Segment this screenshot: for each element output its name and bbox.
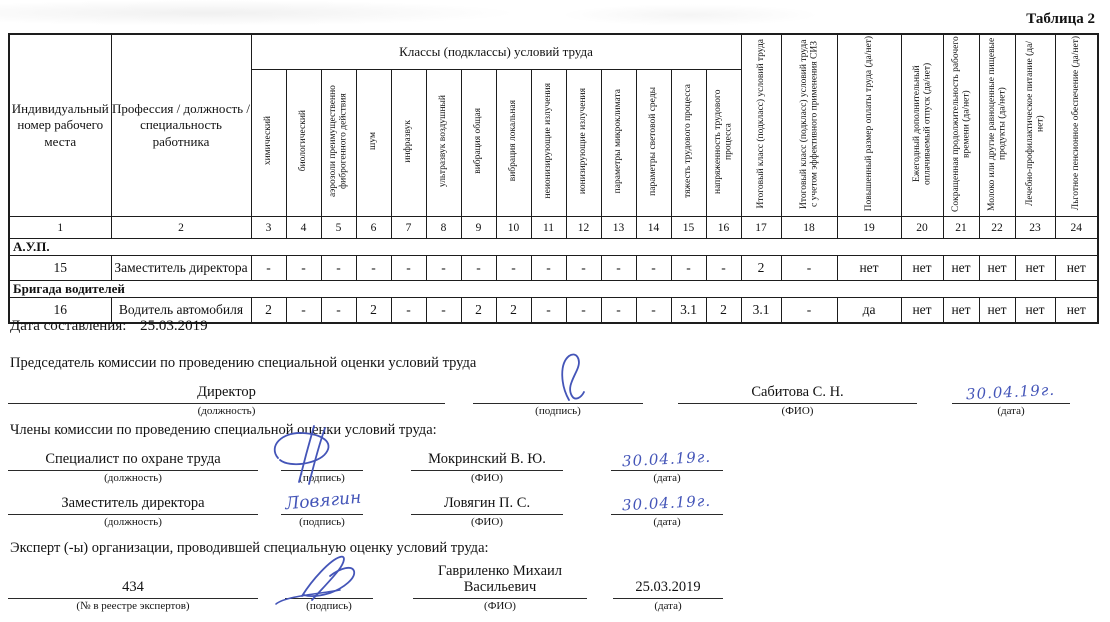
- table-cell: 2: [741, 256, 781, 281]
- member2-position-value: Заместитель директора: [8, 487, 258, 515]
- col-num: 11: [531, 217, 566, 239]
- member2-name-field: [411, 487, 563, 528]
- table-cell: -: [426, 256, 461, 281]
- table-cell: -: [321, 298, 356, 324]
- member1-signature-line: [281, 443, 363, 471]
- member1-position-field: [8, 443, 258, 484]
- section-name: Бригада водителей: [9, 281, 1098, 298]
- factor-header-text: аэрозоли преимущественно фиброгенного действия: [328, 85, 349, 197]
- table-cell: нет: [1015, 256, 1055, 281]
- compilation-date-value: 25.03.2019: [140, 318, 208, 334]
- col-group-header-classes: Классы (подклассы) условий труда: [251, 34, 741, 70]
- factor-header-text: биологический: [298, 110, 309, 172]
- chairman-name-value: Сабитова С. Н.: [678, 376, 917, 404]
- date-caption: (дата): [654, 600, 682, 612]
- expert-registry-field: [8, 571, 258, 612]
- col-num: 13: [601, 217, 636, 239]
- chairman-signature-field: [473, 376, 643, 417]
- col-header-increased-pay-text: Повышенный размер оплаты труда (да/нет): [863, 35, 874, 212]
- table-cell: -: [461, 256, 496, 281]
- table-cell: нет: [1055, 298, 1098, 324]
- name-caption: (ФИО): [484, 600, 516, 612]
- position-caption: (должность): [104, 472, 162, 484]
- table-cell: 2: [706, 298, 741, 324]
- member1-name-value: Мокринский В. Ю.: [411, 443, 563, 471]
- table-cell: -: [531, 256, 566, 281]
- member1-signature-field: [281, 443, 363, 484]
- factor-header-noise: [356, 70, 391, 217]
- table-cell: -: [781, 256, 837, 281]
- factor-header-text: ультразвук воздушный: [438, 94, 449, 188]
- date-caption: (дата): [653, 516, 681, 528]
- table-cell: -: [636, 298, 671, 324]
- factor-header-microclimate: [601, 70, 636, 217]
- table-cell: нет: [943, 256, 979, 281]
- factor-header-vibration-local: [496, 70, 531, 217]
- factor-header-vibration-general: [461, 70, 496, 217]
- col-num: 21: [943, 217, 979, 239]
- col-num: 10: [496, 217, 531, 239]
- date-caption: (дата): [653, 472, 681, 484]
- col-num: 18: [781, 217, 837, 239]
- col-num: 3: [251, 217, 286, 239]
- col-header-reduced-hours: [943, 34, 979, 217]
- table-cell: нет: [979, 298, 1015, 324]
- table-cell: -: [781, 298, 837, 324]
- section-name: А.У.П.: [9, 239, 1098, 256]
- compilation-date-label: Дата составления:: [10, 318, 127, 334]
- chairman-signature-line: [473, 376, 643, 404]
- column-numbers-row: [9, 217, 1098, 239]
- factor-header-biological: [286, 70, 321, 217]
- col-num: 15: [671, 217, 706, 239]
- table-cell: -: [356, 256, 391, 281]
- factor-header-text: шум: [368, 132, 379, 150]
- col-num: 1: [9, 217, 111, 239]
- col-num: 9: [461, 217, 496, 239]
- col-header-workplace-number: Индивидуальный номер рабочего места: [9, 34, 111, 217]
- col-header-milk-text: Молоко или другие равноценные пищевые продукты (да/нет): [986, 36, 1008, 211]
- factor-header-text: тяжесть трудового процесса: [683, 84, 694, 198]
- expert-date-value: 25.03.2019: [613, 571, 723, 599]
- table-cell: -: [496, 256, 531, 281]
- factor-header-text: вибрация локальная: [508, 100, 519, 182]
- col-num: 2: [111, 217, 251, 239]
- col-num: 8: [426, 217, 461, 239]
- factor-header-nonionizing: [531, 70, 566, 217]
- signature-caption: (подпись): [299, 516, 345, 528]
- chairman-heading: Председатель комиссии по проведению специальной оценки условий труда: [10, 355, 477, 371]
- member2-signature-ink: Ловягин: [284, 487, 363, 515]
- member2-position-field: [8, 487, 258, 528]
- member1-date-handwritten: 30.04.19г.: [621, 447, 712, 471]
- expert-date-field: [613, 571, 723, 612]
- section-row-drivers: [9, 281, 1098, 298]
- col-num: 14: [636, 217, 671, 239]
- factor-header-text: неионизирующие излучения: [543, 83, 554, 199]
- col-num: 23: [1015, 217, 1055, 239]
- scan-smudge: [0, 0, 520, 26]
- member2-date-handwritten: 30.04.19г.: [621, 491, 712, 515]
- col-header-final-class-siz: [781, 34, 837, 217]
- cell-profession: Водитель автомобиля: [111, 298, 251, 324]
- table-cell: нет: [901, 256, 943, 281]
- registry-caption: (№ в реестре экспертов): [76, 600, 190, 612]
- signature-caption: (подпись): [535, 405, 581, 417]
- table-cell: -: [706, 256, 741, 281]
- table-cell: -: [566, 298, 601, 324]
- col-header-preferential-pension-text: Льготное пенсионное обеспечение (да/нет): [1071, 36, 1082, 211]
- factor-header-text: ионизирующие излучения: [578, 87, 589, 195]
- factor-header-text: параметры световой среды: [648, 86, 659, 196]
- table-cell: нет: [1015, 298, 1055, 324]
- col-num: 12: [566, 217, 601, 239]
- col-header-extra-vacation: [901, 34, 943, 217]
- factor-header-chemical: [251, 70, 286, 217]
- factor-header-text: инфразвук: [403, 119, 414, 163]
- expert-name-field: [413, 558, 587, 612]
- expert-heading: Эксперт (-ы) организации, проводившей специальную оценку условий труда:: [10, 540, 489, 556]
- table-cell: -: [601, 298, 636, 324]
- table-cell: -: [566, 256, 601, 281]
- col-header-therapeutic-food: [1015, 34, 1055, 217]
- table-cell: 2: [251, 298, 286, 324]
- factor-header-light: [636, 70, 671, 217]
- cell-profession: Заместитель директора: [111, 256, 251, 281]
- factor-header-text: параметры микроклимата: [613, 88, 624, 194]
- member1-name-field: [411, 443, 563, 484]
- cell-workplace-number: 16: [9, 298, 111, 324]
- table-row-15: [9, 256, 1098, 281]
- name-caption: (ФИО): [471, 472, 503, 484]
- table-cell: -: [531, 298, 566, 324]
- col-header-extra-vacation-text: Ежегодный дополнительный оплачиваемый отпуск (да/нет): [911, 62, 933, 185]
- col-header-final-class: [741, 34, 781, 217]
- chairman-name-field: [678, 376, 917, 417]
- col-header-reduced-hours-text: Сокращенная продолжительность рабочего времени (да/нет): [950, 35, 972, 212]
- cell-workplace-number: 15: [9, 256, 111, 281]
- col-header-therapeutic-food-text: Лечебно-профилактическое питание (да/нет): [1024, 41, 1046, 206]
- col-header-final-class-siz-text: Итоговый класс (подкласс) условий труда с учетом эффективного применения СИЗ: [798, 38, 820, 209]
- table-cell: нет: [943, 298, 979, 324]
- table-cell: нет: [837, 256, 901, 281]
- table-cell: нет: [979, 256, 1015, 281]
- member2-name-value: Ловягин П. С.: [411, 487, 563, 515]
- chairman-position-field: [8, 376, 445, 417]
- working-conditions-table: [8, 33, 1099, 324]
- col-num: 16: [706, 217, 741, 239]
- factor-header-ionizing: [566, 70, 601, 217]
- name-caption: (ФИО): [471, 516, 503, 528]
- col-num: 7: [391, 217, 426, 239]
- expert-name-value: Гавриленко Михаил Васильевич: [413, 558, 587, 599]
- col-header-preferential-pension: [1055, 34, 1098, 217]
- factor-header-infrasound: [391, 70, 426, 217]
- name-caption: (ФИО): [781, 405, 814, 417]
- factor-header-text: напряженность трудового процесса: [713, 88, 734, 194]
- compilation-date-line: [10, 318, 208, 335]
- table-cell: -: [391, 256, 426, 281]
- members-heading: Члены комиссии по проведению специальной оценки условий труда:: [10, 422, 437, 438]
- table-cell: 2: [356, 298, 391, 324]
- table-cell: -: [286, 256, 321, 281]
- factor-header-severity: [671, 70, 706, 217]
- table-cell: нет: [901, 298, 943, 324]
- table-cell: нет: [1055, 256, 1098, 281]
- col-num: 19: [837, 217, 901, 239]
- table-cell: да: [837, 298, 901, 324]
- section-row-aup: [9, 239, 1098, 256]
- date-caption: (дата): [997, 405, 1025, 417]
- factor-header-ultrasound: [426, 70, 461, 217]
- table-cell: 3.1: [741, 298, 781, 324]
- header-row-group: [9, 34, 1098, 70]
- col-header-profession: Профессия / должность / специальность работника: [111, 34, 251, 217]
- table-cell: -: [391, 298, 426, 324]
- chairman-date-handwritten: 30.04.19г.: [965, 380, 1056, 404]
- col-num: 20: [901, 217, 943, 239]
- table-cell: -: [601, 256, 636, 281]
- col-header-increased-pay: [837, 34, 901, 217]
- factor-header-text: химический: [263, 116, 274, 166]
- table-cell: -: [426, 298, 461, 324]
- chairman-position-value: Директор: [8, 376, 445, 404]
- member1-date-field: [611, 443, 723, 484]
- expert-signature-line: [285, 571, 373, 599]
- col-num: 24: [1055, 217, 1098, 239]
- col-num: 4: [286, 217, 321, 239]
- table-number-label: Таблица 2: [1026, 11, 1095, 27]
- scan-smudge: [560, 4, 820, 26]
- chairman-date-field: [952, 376, 1070, 417]
- expert-registry-value: 434: [8, 571, 258, 599]
- col-num: 22: [979, 217, 1015, 239]
- table-cell: 2: [496, 298, 531, 324]
- table-cell: -: [321, 256, 356, 281]
- position-caption: (должность): [197, 405, 256, 417]
- col-num: 17: [741, 217, 781, 239]
- signature-caption: (подпись): [299, 472, 345, 484]
- col-num: 5: [321, 217, 356, 239]
- factor-header-text: вибрация общая: [473, 108, 484, 174]
- expert-signature-field: [285, 571, 373, 612]
- table-cell: -: [636, 256, 671, 281]
- table-cell: -: [286, 298, 321, 324]
- factor-header-aerosols: [321, 70, 356, 217]
- col-header-final-class-text: Итоговый класс (подкласс) условий труда: [755, 38, 766, 209]
- factor-header-intensity: [706, 70, 741, 217]
- position-caption: (должность): [104, 516, 162, 528]
- member2-date-field: [611, 487, 723, 528]
- member1-position-value: Специалист по охране труда: [8, 443, 258, 471]
- signature-caption: (подпись): [306, 600, 352, 612]
- table-cell: -: [251, 256, 286, 281]
- table-cell: 3.1: [671, 298, 706, 324]
- table-cell: 2: [461, 298, 496, 324]
- col-num: 6: [356, 217, 391, 239]
- col-header-milk: [979, 34, 1015, 217]
- table-cell: -: [671, 256, 706, 281]
